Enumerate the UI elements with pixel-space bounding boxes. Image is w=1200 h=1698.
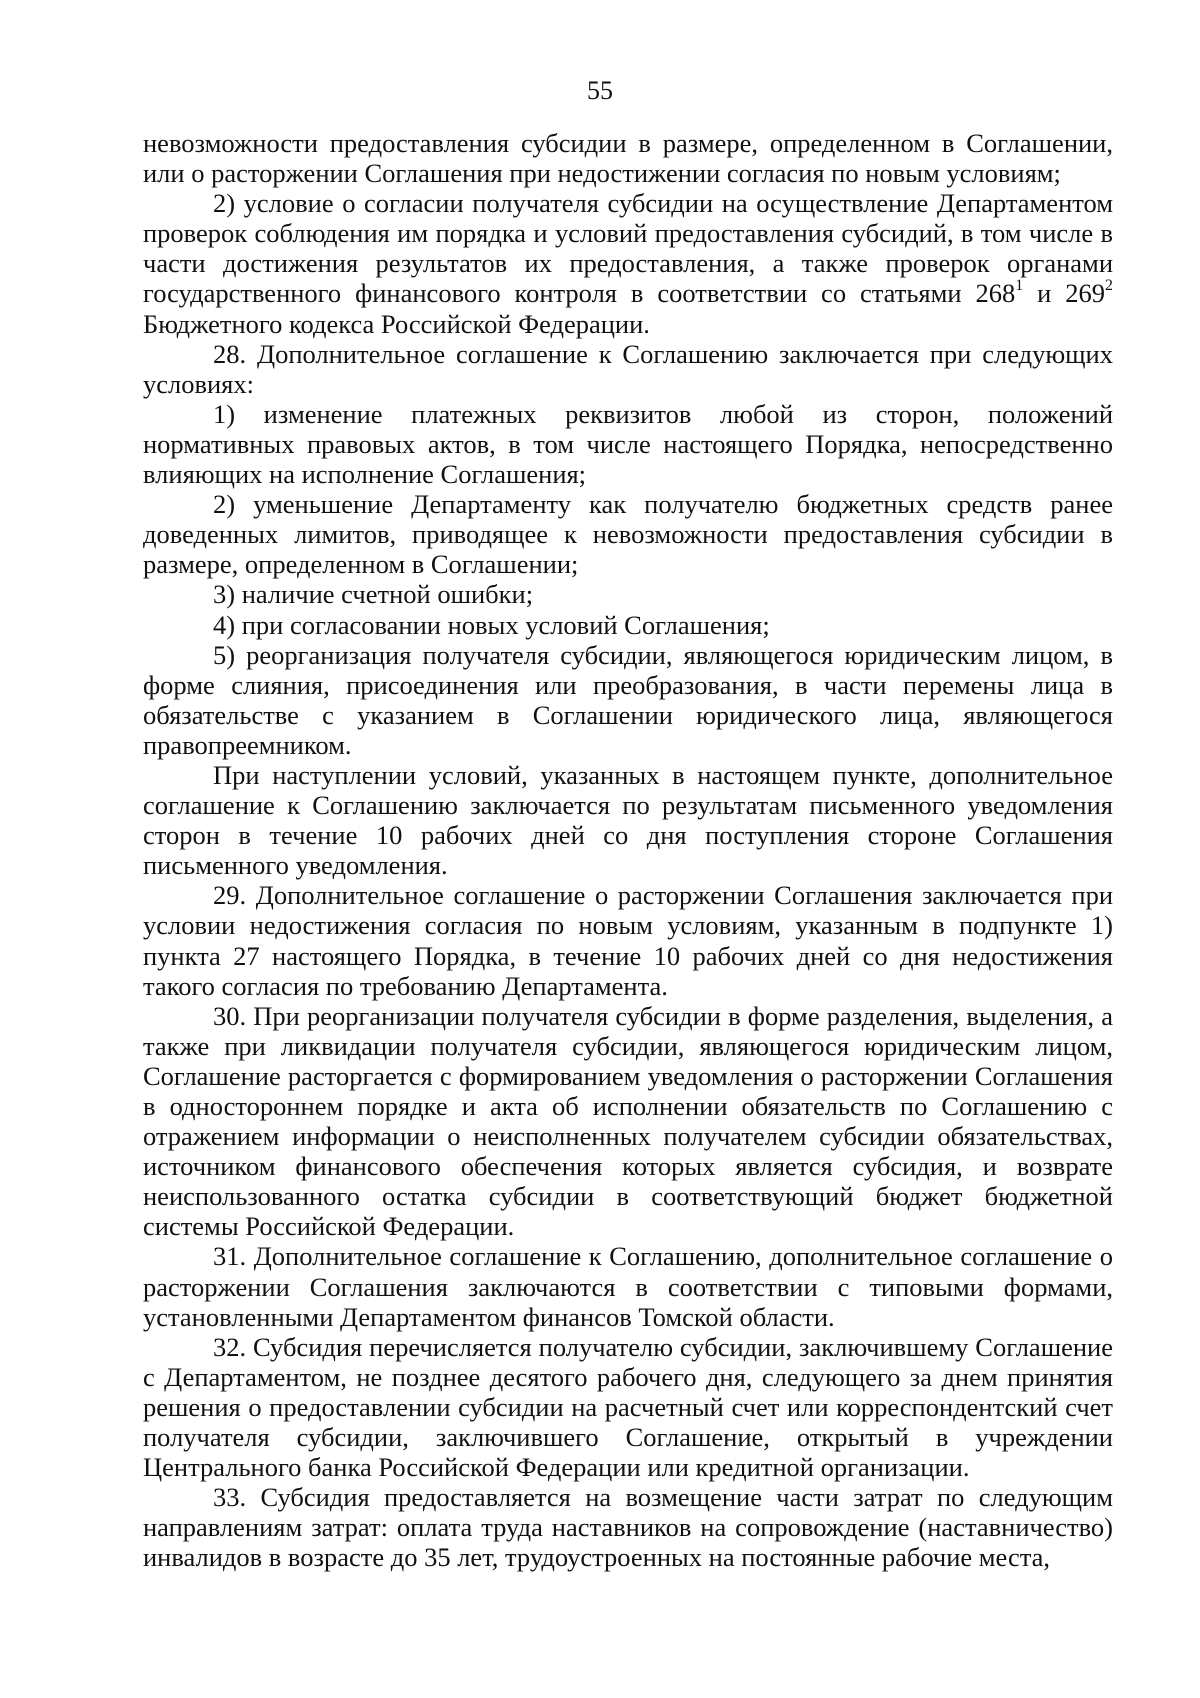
page-number: 55 — [587, 76, 613, 105]
superscript: 1 — [1015, 277, 1024, 295]
paragraph-30: 30. При реорганизации получателя субсидии в форме разделения, выделения, а также при ликвидации получателя субсидии, являющегося юридическим лицом, Соглашение расторгается с формированием уведомления о расторжении Соглашения в одностороннем порядке и акта об исполнении обязательств по Соглашению с отражением информации о неисполненных получателем субсидии обязательствах, источником финансового обеспечения которых является субсидия, и возврате неиспользованного остатка субсидии в соответствующий бюджет бюджетной системы Российской Федерации. — [143, 1000, 1113, 1242]
paragraph-continuation: невозможности предоставления субсидии в размере, определенном в Соглашении, или о расторжении Соглашения при недостижении согласия по новым условиям; — [143, 128, 1113, 189]
paragraph-32: 32. Субсидия перечисляется получателю субсидии, заключившему Соглашение с Департаментом, не позднее десятого рабочего дня, следующего за днем принятия решения о предоставлении субсидии на расчетный счет или корреспондентский счет получателя субсидии, заключившего Соглашение, открытый в учреждении Центрального банка Российской Федерации или кредитной организации. — [143, 1331, 1113, 1483]
paragraph-text: и 269 — [1023, 278, 1106, 309]
paragraph-28: 28. Дополнительное соглашение к Соглашению заключается при следующих условиях: — [143, 338, 1113, 399]
paragraph-31: 31. Дополнительное соглашение к Соглашению, дополнительное соглашение о расторжении Соглашения заключаются в соответствии с типовыми формами, установленными Департаментом финансов Томской области. — [143, 1241, 1113, 1332]
paragraph-28-item-1: 1) изменение платежных реквизитов любой из сторон, положений нормативных правовых актов, в том числе настоящего Порядка, непосредственно влияющих на исполнение Соглашения; — [143, 398, 1113, 490]
paragraph-28-item-3: 3) наличие счетной ошибки; — [213, 579, 534, 610]
paragraph-27-item-2 — [143, 188, 1113, 338]
paragraph-text: Бюджетного кодекса Российской Федерации. — [143, 308, 650, 339]
paragraph-29: 29. Дополнительное соглашение о расторжении Соглашения заключается при условии недостижения согласия по новым условиям, указанным в подпункте 1) пункта 27 настоящего Порядка, в течение 10 рабочих дней со дня недостижения такого согласия по требованию Департамента. — [143, 880, 1113, 1001]
superscript: 2 — [1105, 277, 1113, 295]
paragraph-28-item-5: 5) реорганизация получателя субсидии, являющегося юридическим лицом, в форме слияния, присоединения или преобразования, в части перемены лица в обязательстве с указанием в Соглашении юридического лица, являющегося правопреемником. — [143, 639, 1113, 760]
paragraph-28-item-4: 4) при согласовании новых условий Соглашения; — [213, 609, 770, 640]
paragraph-28-item-2: 2) уменьшение Департаменту как получателю бюджетных средств ранее доведенных лимитов, приводящее к невозможности предоставления субсидии в размере, определенном в Соглашении; — [143, 489, 1113, 580]
paragraph-text: 2) условие о согласии получателя субсидии на осуществление Департаментом проверок соблюдения им порядка и условий предоставления субсидий, в том числе в части достижения результатов их предоставления, а также проверок органами государственного финансового контроля в соответствии со статьями 268 — [143, 188, 1113, 309]
paragraph-33: 33. Субсидия предоставляется на возмещение части затрат по следующим направлениям затрат: оплата труда наставников на сопровождение (наставничество) инвалидов в возрасте до 35 лет, трудоустроенных на постоянные рабочие места, — [143, 1482, 1113, 1573]
paragraph-28-final: При наступлении условий, указанных в настоящем пункте, дополнительное соглашение к Соглашению заключается по результатам письменного уведомления сторон в течение 10 рабочих дней со дня поступления стороне Соглашения письменного уведомления. — [143, 759, 1113, 881]
document-body — [143, 128, 1113, 1573]
